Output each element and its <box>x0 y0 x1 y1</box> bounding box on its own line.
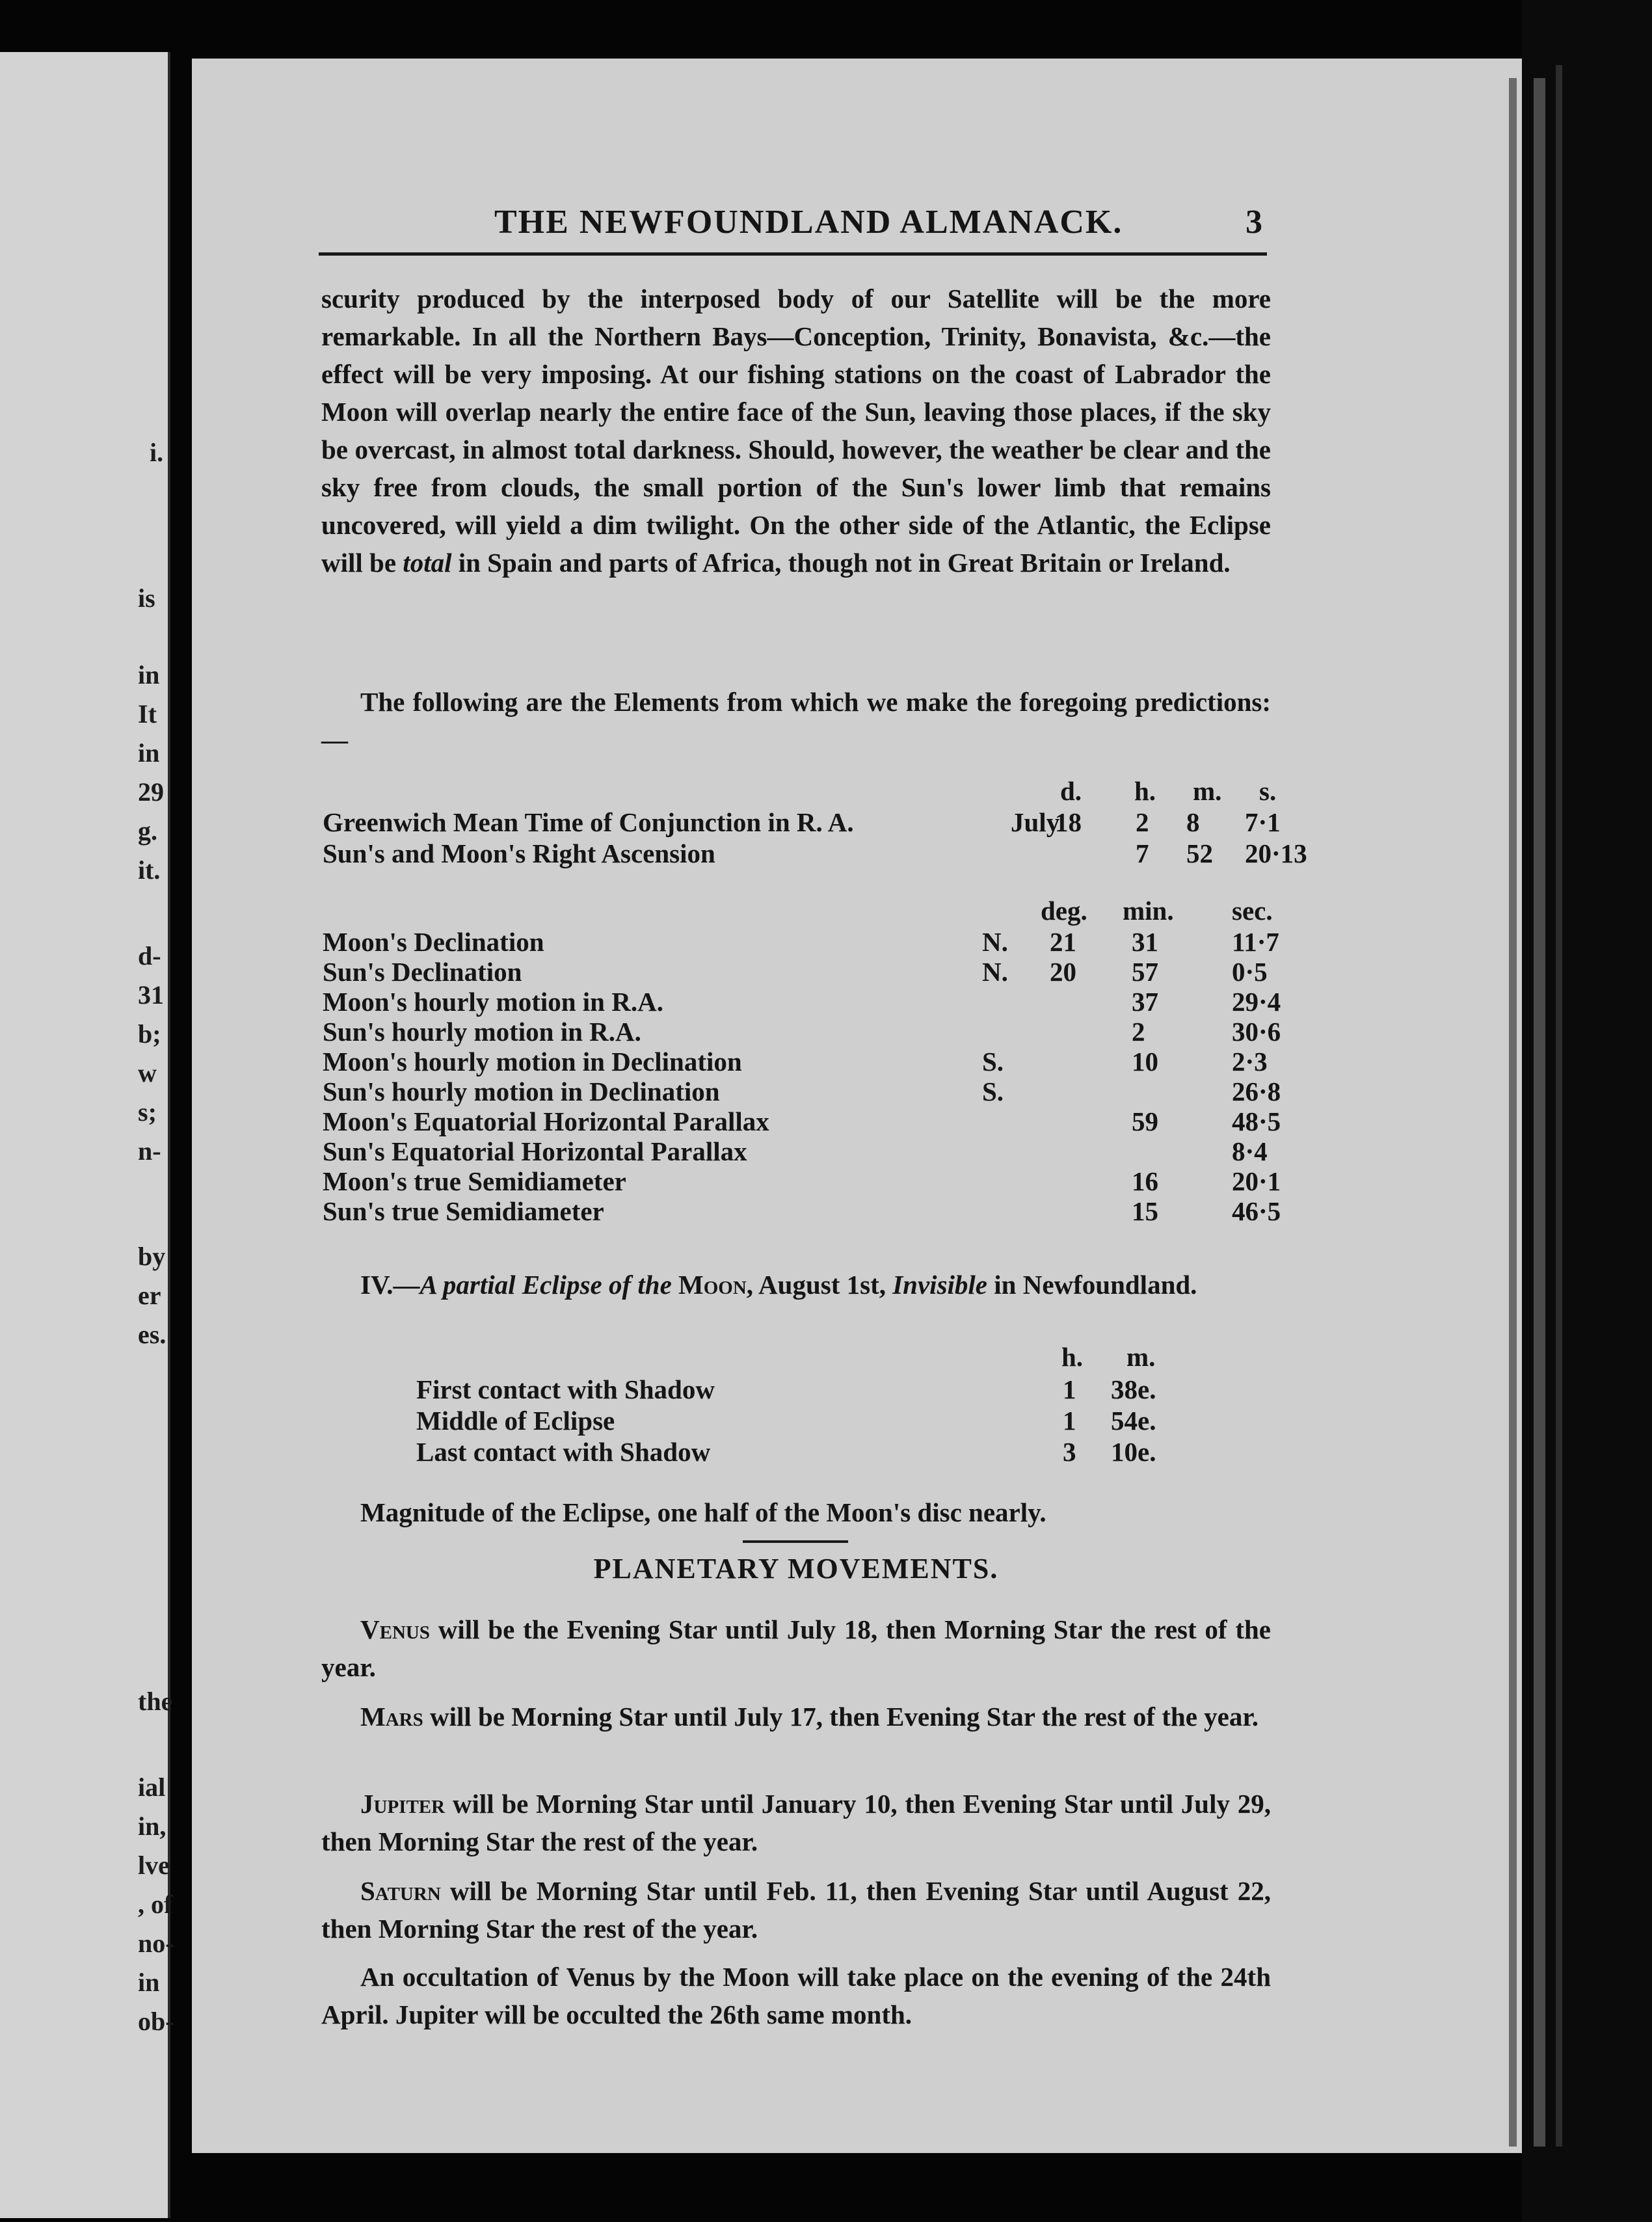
table-row <box>321 1374 1271 1404</box>
table-row <box>321 1196 1281 1226</box>
table-row <box>321 1405 1271 1435</box>
adjacent-page-fragment: s; <box>138 1097 157 1127</box>
days-cell: 18 <box>1055 807 1082 837</box>
adjacent-page-fragment: 29 <box>138 777 164 807</box>
paragraph-text: Magnitude of the Eclipse, one half of the Moon's disc nearly. <box>360 1497 1046 1527</box>
planet-paragraph <box>321 1611 1271 1686</box>
adjacent-page-fragment: i. <box>150 438 164 467</box>
paragraph-text: in Newfoundland. <box>994 1270 1197 1300</box>
seconds-cell: 2·3 <box>1232 1047 1268 1077</box>
col-header-minutes: m. <box>1126 1342 1156 1372</box>
minutes-cell: 2 <box>1132 1017 1145 1047</box>
eclipse-magnitude <box>321 1493 1271 1531</box>
row-label: Sun's Declination <box>323 957 522 987</box>
table-row <box>321 1076 1281 1106</box>
direction-cell: N. <box>982 927 1008 957</box>
section-number: IV.— <box>360 1270 420 1300</box>
table-row <box>321 807 1281 837</box>
table-row <box>321 986 1281 1017</box>
adjacent-page-fragment: in, <box>138 1812 167 1841</box>
moon-word: Moon <box>678 1270 747 1300</box>
month-cell: July <box>1011 807 1060 837</box>
adjacent-page-fragment: the <box>138 1687 173 1716</box>
planet-name: Mars <box>360 1702 423 1732</box>
adjacent-page-fragment: es. <box>138 1320 167 1349</box>
table-row <box>321 1106 1281 1136</box>
eclipse-table-header <box>321 1341 1271 1371</box>
row-label: First contact with Shadow <box>416 1374 715 1404</box>
planet-name: Saturn <box>360 1876 441 1906</box>
table-row <box>321 1436 1271 1466</box>
adjacent-page-fragment: ob- <box>138 2007 174 2036</box>
row-label: Moon's hourly motion in R.A. <box>323 987 663 1017</box>
adjacent-page-fragment: in <box>138 1968 160 1997</box>
hours-cell: 1 <box>1063 1406 1076 1436</box>
row-label: Sun's true Semidiameter <box>323 1196 604 1226</box>
date-text: , August 1st, <box>746 1270 886 1300</box>
minutes-cell: 8 <box>1186 807 1200 837</box>
direction-cell: S. <box>982 1047 1004 1077</box>
adjacent-page-fragment: ial <box>138 1773 166 1802</box>
seconds-cell: 11·7 <box>1232 927 1279 957</box>
row-label: Sun's hourly motion in Declination <box>323 1077 720 1106</box>
row-label: Greenwich Mean Time of Conjunction in R. A. <box>323 807 854 837</box>
paragraph-text: An occultation of Venus by the Moon will take place on the evening of the 24th April. Jupiter will be occulted the 26th same month. <box>321 1962 1271 2029</box>
planet-paragraph <box>321 1872 1271 1948</box>
row-label: Sun's Equatorial Horizontal Parallax <box>323 1136 747 1166</box>
paragraph-text: will be Morning Star until July 17, then Evening Star the rest of the year. <box>429 1702 1259 1732</box>
page-edge-strip <box>1509 78 1517 2147</box>
direction-cell: S. <box>982 1077 1004 1106</box>
page-number: 3 <box>1246 204 1262 241</box>
minutes-cell: 52 <box>1186 838 1213 868</box>
paragraph-text: in Spain and parts of Africa, though not in Great Britain or Ireland. <box>458 548 1231 578</box>
minutes-cell: 54e. <box>1111 1406 1156 1436</box>
adjacent-page-fragment: is <box>138 583 155 613</box>
table-row <box>321 956 1271 986</box>
hours-cell: 7 <box>1136 838 1149 868</box>
elements-table-header <box>321 895 1271 925</box>
seconds-cell: 29·4 <box>1232 987 1281 1017</box>
col-header-minutes: m. <box>1193 776 1222 806</box>
row-label: Moon's true Semidiameter <box>323 1166 626 1196</box>
adjacent-page-fragment: er <box>138 1281 161 1310</box>
adjacent-page-fragment: it. <box>138 855 161 885</box>
col-header-days: d. <box>1060 776 1082 806</box>
degrees-cell: 20 <box>1050 957 1076 987</box>
paragraph-text: will be Morning Star until January 10, then Evening Star until July 29, then Morning Star the rest of the year. <box>321 1789 1272 1856</box>
direction-cell: N. <box>982 957 1008 987</box>
table-row <box>321 926 1279 957</box>
seconds-cell: 46·5 <box>1232 1196 1281 1226</box>
adjacent-page-fragment: w <box>138 1058 157 1088</box>
minutes-cell: 31 <box>1132 927 1158 957</box>
planet-paragraph <box>321 1698 1271 1735</box>
col-header-hours: h. <box>1134 776 1156 806</box>
adjacent-page-fragment: n- <box>138 1136 161 1166</box>
minutes-cell: 16 <box>1132 1166 1158 1196</box>
adjacent-page-fragment: g. <box>138 816 157 846</box>
adjacent-page-fragment: b; <box>138 1019 161 1049</box>
row-label: Sun's and Moon's Right Ascension <box>323 838 715 868</box>
minutes-cell: 37 <box>1132 987 1158 1017</box>
paragraph-text: The following are the Elements from which we make the foregoing predictions:— <box>321 687 1271 755</box>
table-row <box>321 1166 1281 1196</box>
table-row <box>321 1136 1271 1166</box>
paragraph-text: scurity produced by the interposed body of our Satellite will be the more remarkable. In all the Northern Bays—Conception, Trinity, Bonavista, &c.—the effect will be very imposing. At our fishing stations on the coast of Labrador the Moon will overlap nearly the entire face of the Sun, leaving those places, if the sky be overcast, in almost total darkness. Should, however, the weather be clear and the sky free from clouds, the small portion of the Sun's lower limb that remains uncovered, will yield a dim twilight. On the other side of the Atlantic, the Eclipse will be <box>321 284 1271 578</box>
row-label: Moon's hourly motion in Declination <box>323 1047 742 1077</box>
planetary-title: PLANETARY MOVEMENTS. <box>593 1553 999 1585</box>
hours-cell: 2 <box>1136 807 1149 837</box>
paragraph-eclipse-effects <box>321 280 1271 582</box>
seconds-cell: 30·6 <box>1232 1017 1281 1047</box>
minutes-cell: 38e. <box>1111 1374 1156 1404</box>
page-header <box>319 203 1268 255</box>
page-edge-strip <box>1556 65 1562 2147</box>
emphasis-text: total <box>403 548 452 578</box>
minutes-cell: 10e. <box>1111 1437 1156 1467</box>
col-header-seconds: sec. <box>1232 896 1273 926</box>
hours-cell: 1 <box>1063 1374 1076 1404</box>
planet-name: Jupiter <box>360 1789 446 1819</box>
adjacent-page-fragment: It <box>138 699 157 729</box>
seconds-cell: 0·5 <box>1232 957 1268 987</box>
page-edge-strip <box>1534 78 1545 2147</box>
table-row <box>321 1016 1281 1047</box>
seconds-cell: 48·5 <box>1232 1106 1281 1136</box>
adjacent-page-fragment: by <box>138 1242 166 1271</box>
seconds-cell: 26·8 <box>1232 1077 1281 1106</box>
header-rule <box>319 252 1267 256</box>
planet-paragraph <box>321 1785 1271 1860</box>
running-head: THE NEWFOUNDLAND ALMANACK. <box>494 204 1123 241</box>
adjacent-page-fragment: d- <box>138 941 161 970</box>
minutes-cell: 15 <box>1132 1196 1158 1226</box>
minutes-cell: 57 <box>1132 957 1158 987</box>
table-row <box>321 838 1307 868</box>
emphasis-text: Invisible <box>892 1270 988 1300</box>
seconds-cell: 8·4 <box>1232 1136 1268 1166</box>
occultation-paragraph <box>321 1958 1271 2033</box>
adjacent-page-fragment: , of <box>138 1890 173 1919</box>
row-label: Moon's Equatorial Horizontal Parallax <box>323 1106 769 1136</box>
adjacent-page-fragment: in <box>138 660 160 689</box>
degrees-cell: 21 <box>1050 927 1076 957</box>
hours-cell: 3 <box>1063 1437 1076 1467</box>
planet-name: Venus <box>360 1614 430 1644</box>
seconds-cell: 7·1 <box>1245 807 1281 837</box>
col-header-minutes: min. <box>1123 896 1174 926</box>
paragraph-elements-intro <box>321 683 1271 758</box>
section-divider <box>743 1540 848 1543</box>
seconds-cell: 20·13 <box>1245 838 1307 868</box>
table-row <box>321 1046 1271 1076</box>
row-label: Middle of Eclipse <box>416 1406 615 1436</box>
minutes-cell: 59 <box>1132 1106 1158 1136</box>
row-label: Moon's Declination <box>323 927 544 957</box>
paragraph-text: will be the Evening Star until July 18, then Morning Star the rest of the year. <box>321 1614 1271 1682</box>
row-label: Sun's hourly motion in R.A. <box>323 1017 641 1047</box>
adjacent-page-fragment: 31 <box>138 980 164 1010</box>
adjacent-page-fragment: lve <box>138 1851 170 1880</box>
col-header-degrees: deg. <box>1041 896 1087 926</box>
emphasis-text: A partial Eclipse of the <box>420 1270 672 1300</box>
col-header-hours: h. <box>1061 1342 1084 1372</box>
minutes-cell: 10 <box>1132 1047 1158 1077</box>
adjacent-page-fragment: in <box>138 738 160 768</box>
row-label: Last contact with Shadow <box>416 1437 711 1467</box>
section-iv-intro <box>321 1266 1271 1304</box>
conjunction-table-header <box>321 775 1277 806</box>
col-header-seconds: s. <box>1259 776 1277 806</box>
adjacent-page-fragment: no- <box>138 1929 174 1958</box>
paragraph-text: will be Morning Star until Feb. 11, then Evening Star until August 22, then Morning Star the rest of the year. <box>321 1876 1272 1944</box>
seconds-cell: 20·1 <box>1232 1166 1281 1196</box>
